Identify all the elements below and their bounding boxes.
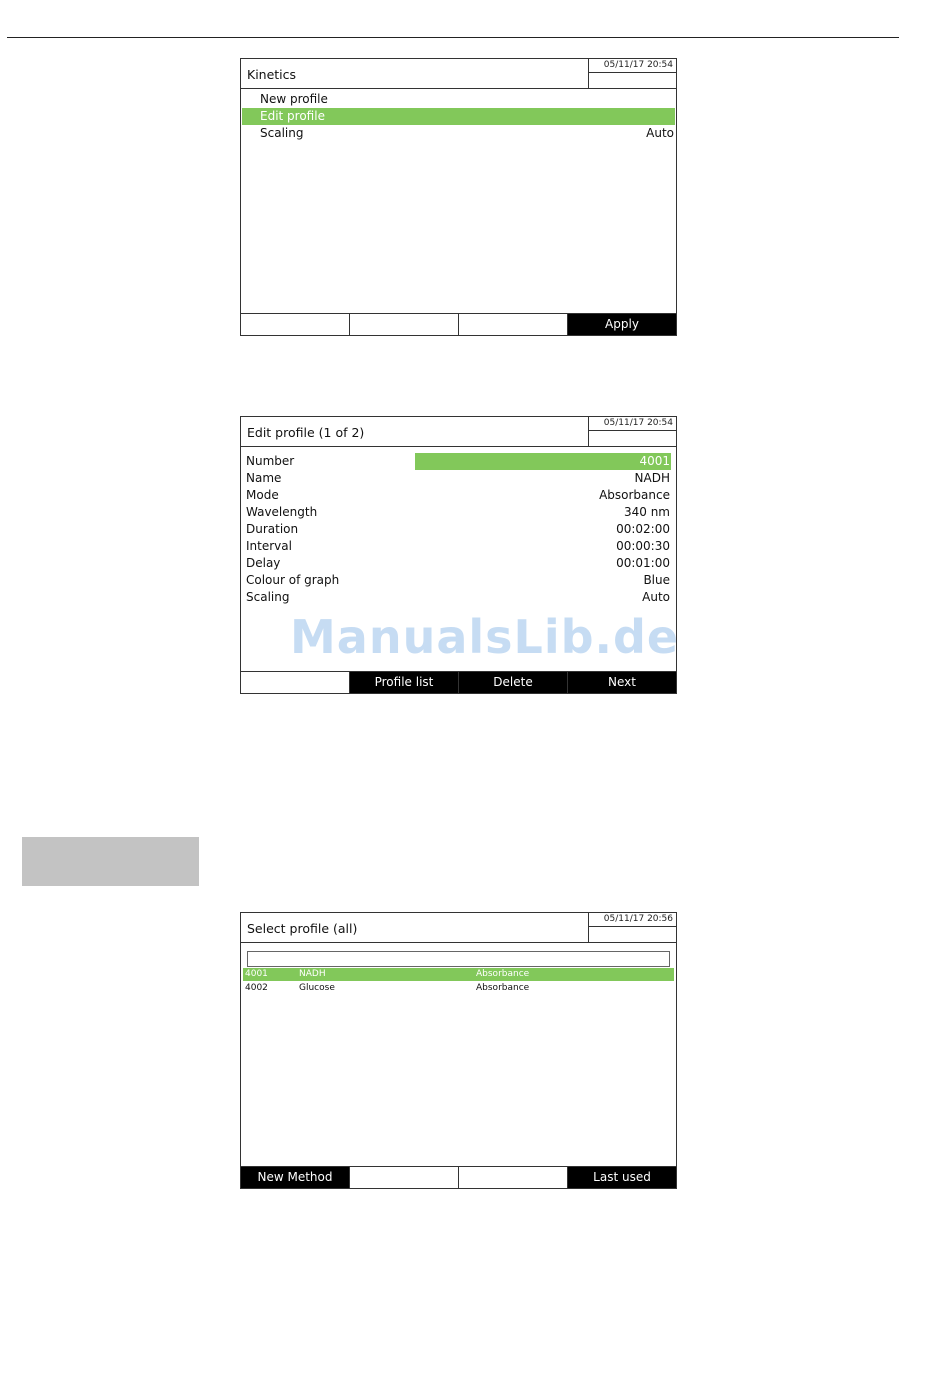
softkey-1[interactable] [241,672,350,693]
delete-button[interactable]: Delete [459,672,568,693]
param-colour-of-graph[interactable] [246,572,671,589]
param-number[interactable] [246,453,671,470]
menu-item-value: Auto [646,126,674,140]
param-label: Duration [246,522,299,536]
title-bar [241,417,676,447]
param-label: Wavelength [246,505,318,519]
last-used-button[interactable]: Last used [568,1167,676,1188]
softkey-2[interactable] [350,1167,459,1188]
menu-item-edit-profile[interactable] [242,108,675,125]
param-value: 4001 [415,453,671,470]
filter-input[interactable] [247,951,670,967]
param-duration[interactable] [246,521,671,538]
param-label: Name [246,471,282,485]
screen-title: Kinetics [247,67,297,82]
param-value: 00:00:30 [616,539,670,553]
param-value: NADH [634,471,670,485]
param-value: 00:01:00 [616,556,670,570]
param-wavelength[interactable] [246,504,671,521]
apply-button[interactable]: Apply [568,314,676,335]
softkey-3[interactable] [459,1167,568,1188]
watermark: ManualsLib.de [290,610,680,664]
profile-name: Glucose [299,983,335,993]
param-label: Interval [246,539,292,553]
screen-title: Select profile (all) [247,921,358,936]
next-button[interactable]: Next [568,672,676,693]
menu-item-scaling[interactable] [242,125,675,142]
status-box [588,913,676,943]
title-bar [241,913,676,943]
side-margin-block [22,837,199,886]
param-value: 340 nm [623,505,670,519]
kinetics-screen [240,58,677,336]
profile-list-button[interactable]: Profile list [350,672,459,693]
param-label: Scaling [246,590,290,604]
param-value: Blue [643,573,670,587]
menu-item-label: Scaling [260,126,304,140]
select-profile-screen [240,912,677,1189]
param-label: Colour of graph [246,573,340,587]
softkey-bar [241,1166,676,1188]
datetime: 05/11/17 20:54 [589,59,676,73]
profile-name: NADH [299,969,326,979]
softkey-bar [241,313,676,335]
datetime: 05/11/17 20:56 [589,913,676,927]
status-box [588,59,676,89]
profile-mode: Absorbance [476,969,530,979]
menu-item-label: New profile [260,92,328,106]
screen-title: Edit profile (1 of 2) [247,425,365,440]
menu-item-new-profile[interactable] [242,91,675,108]
list-item[interactable] [243,982,674,995]
status-box [588,417,676,447]
param-delay[interactable] [246,555,671,572]
softkey-3[interactable] [459,314,568,335]
softkey-bar [241,671,676,693]
page-top-rule [7,37,899,38]
new-method-button[interactable]: New Method [241,1167,350,1188]
softkey-1[interactable] [241,314,350,335]
list-item[interactable] [243,968,674,981]
softkey-2[interactable] [350,314,459,335]
param-label: Mode [246,488,279,502]
title-bar [241,59,676,89]
profile-mode: Absorbance [476,983,530,993]
param-name[interactable] [246,470,671,487]
datetime: 05/11/17 20:54 [589,417,676,431]
profile-number: 4002 [245,983,268,993]
param-value: 00:02:00 [616,522,670,536]
param-label: Delay [246,556,281,570]
param-label: Number [246,454,295,468]
param-interval[interactable] [246,538,671,555]
param-mode[interactable] [246,487,671,504]
param-value: Absorbance [599,488,670,502]
param-scaling[interactable] [246,589,671,606]
profile-number: 4001 [245,969,268,979]
menu-item-label: Edit profile [260,109,325,123]
param-value: Auto [642,590,670,604]
